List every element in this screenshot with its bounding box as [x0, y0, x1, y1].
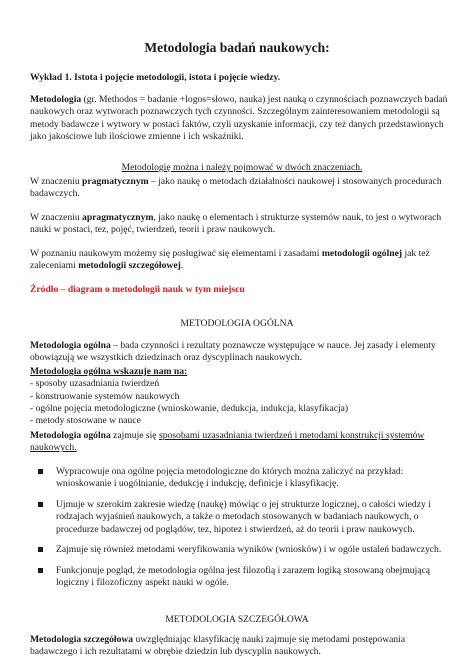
- two-senses-line: Metodologię można i należy pojmować w dwóch znaczeniach.: [121, 162, 363, 173]
- list-item: [30, 466, 454, 491]
- bullet-square-icon: [38, 502, 43, 507]
- pragmatic-post: – jako naukę o metodach działalności naukowej i stosowanych procedurach badawczych.: [30, 176, 442, 200]
- apragmatic-term: apragmatycznym: [82, 212, 154, 223]
- apragmatic-paragraph: [30, 212, 454, 237]
- lecture-heading: Wykład 1. Istota i pojęcie metodologii, istota i pojęcie wiedzy.: [30, 72, 281, 83]
- indicates-item: - sposoby uzasadniania twierdzeń: [30, 378, 160, 390]
- indicates-label: Metodologia ogólna wskazuje nam na:: [30, 366, 188, 377]
- deals-term: Metodologia ogólna: [30, 430, 111, 441]
- list-item: [30, 499, 454, 536]
- poznan-mid: jak też zaleceniami: [30, 248, 430, 272]
- bullet-text: Wypracowuje ona ogólne pojęcia metodologiczne do których można zaliczyć na przykład: wnioskowanie i uogólnianie, dedukcję i indukcję, definicje i klasyfikację.: [56, 466, 404, 490]
- bullet-square-icon: [38, 469, 43, 474]
- list-item: [30, 565, 454, 590]
- poznan-term-detailed: metodologii szczegółowej: [78, 260, 181, 272]
- poznan-pre: W poznaniu naukowym możemy się posługiwać się elementami i zasadami: [30, 248, 322, 259]
- poznan-paragraph: [30, 248, 454, 273]
- general-definition: [30, 340, 454, 365]
- apragmatic-post: , jako naukę o elementach i strukturze systemów nauk, to jest o wytworach nauki w postaci, tez, pojęć, twierdzeń, teorii i praw naukowych.: [30, 212, 442, 236]
- general-bullet-list: [30, 466, 454, 598]
- bullet-square-icon: [38, 547, 43, 552]
- indicates-block: [30, 366, 454, 427]
- indicates-item: - metody stosowane w nauce: [30, 415, 141, 427]
- deals-paragraph: [30, 430, 454, 455]
- indicates-item: - konstruowanie systemów naukowych: [30, 390, 180, 402]
- pragmatic-term: pragmatycznym: [82, 176, 149, 187]
- document-title: Metodologia badań naukowych:: [144, 40, 330, 55]
- bullet-text: Funkcjonuje pogląd, że metodologia ogólna jest filozofią i zarazem logiką stosowaną obejmującą logiczny i filozoficzny aspekt nauki w ogóle.: [56, 564, 431, 589]
- general-heading: METODOLOGIA OGÓLNA: [180, 318, 294, 329]
- detailed-term: Metodologia szczegółowa: [30, 634, 134, 645]
- deals-pre: zajmuje się: [110, 430, 159, 441]
- general-term: Metodologia ogólna: [30, 340, 111, 351]
- bullet-text: Ujmuje w szerokim zakresie wiedzę (naukę) mówiąc o jej strukturze logicznej, o całości wiedzy i rodzajach wyjaśnień naukowych, a także o metodach stosowanych w badaniach naukowych, o procedurze badawczej od poglądów, tez, hipotez i stwierdzeń, aż do teorii i praw naukowych.: [56, 498, 431, 535]
- bullet-text: Zajmuje się również metodami weryfikowania wyników (wniosków) i w ogóle ustaleń badawczych.: [56, 544, 442, 556]
- bullet-square-icon: [38, 568, 43, 573]
- deals-underlined: sposobami uzasadniania twierdzeń i metodami konstrukcji systemów naukowych.: [30, 430, 425, 454]
- detailed-heading: METODOLOGIA SZCZEGÓŁOWA: [165, 614, 309, 625]
- pragmatic-pre: W znaczeniu: [30, 176, 83, 187]
- apragmatic-pre: W znaczeniu: [30, 212, 83, 223]
- definition-paragraph: [30, 94, 454, 143]
- source-link[interactable]: Źródło – diagram o metodologii nauk w tym miejscu: [30, 284, 245, 295]
- definition-text: (gr. Methodos = badanie +logos=słowo, nauka) jest nauką o czynnościach poznawczych badań naukowych oraz wytworach poznawczych tych czynności. Szczególnym zainteresowaniem metodologii są metody badawcze i wytwory w postaci faktów, czyli uzyskanie informacji, czy też danych przedstawionych jako jakościowe lub ilościowe zmienne i ich wskaźniki.: [30, 94, 448, 142]
- detailed-def-text: uwzględniając klasyfikację nauki zajmuje się metodami postępowania badawczego i ich rezultatami w obrębie dziedzin lub dyscyplin naukowych.: [30, 634, 406, 658]
- definition-term: Metodologia: [30, 94, 82, 105]
- poznan-term-general: metodologii ogólnej: [321, 248, 403, 259]
- general-def-text: – bada czynności i rezultaty poznawcze występujące w nauce. Jej zasady i elementy obowiązują we wszystkich dziedzinach oraz dyscyplinach naukowych.: [30, 340, 436, 364]
- pragmatic-paragraph: [30, 176, 454, 201]
- indicates-item: - ogólne pojęcia metodologiczne (wnioskowanie, dedukcja, indukcja, klasyfikacja): [30, 402, 349, 414]
- poznan-post: .: [180, 260, 184, 272]
- list-item: [30, 544, 454, 556]
- detailed-definition: [30, 634, 454, 659]
